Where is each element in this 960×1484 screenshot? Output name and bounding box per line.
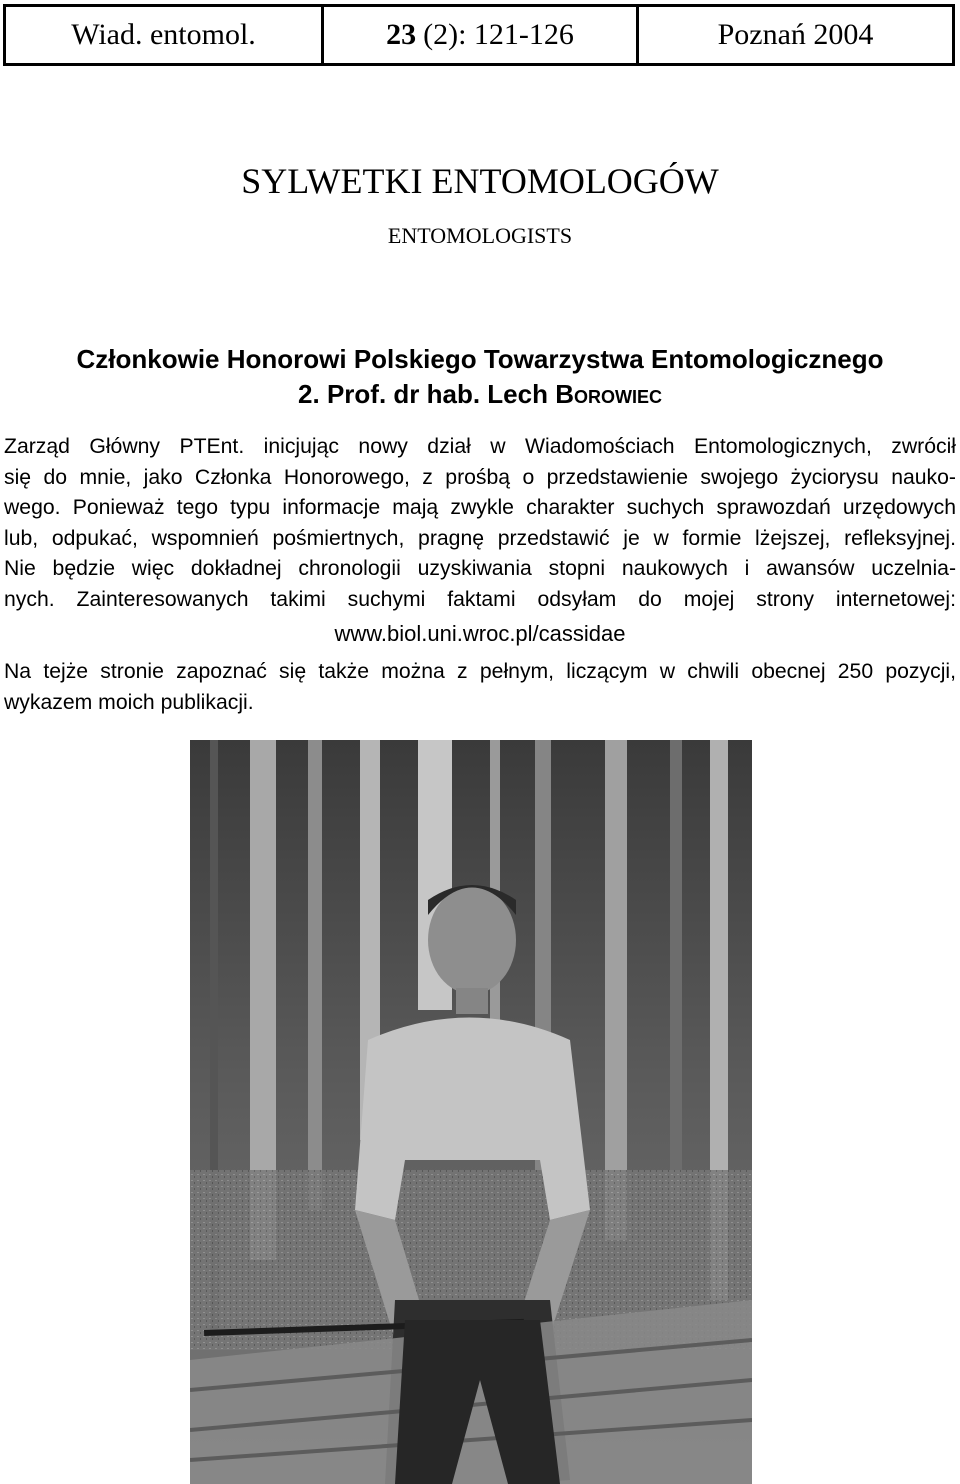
volume-number: 23 [386,18,417,51]
paragraph-line: Nie będzie więc dokładnej chronologii uzyskiwania stopni naukowych i awansów uczelnia- [4,557,956,580]
website-url[interactable]: www.biol.uni.wroc.pl/cassidae [334,621,626,646]
author-surname-caps: orowiec [573,379,662,409]
journal-name [6,7,324,63]
paragraph-line: lub, odpukać, wspomnień pośmiertnych, pragnę przedstawić je w formie lżejszej, refleksyjnej. [4,526,956,550]
section-subtitle: ENTOMOLOGISTS [387,223,573,248]
article-author-heading [0,377,960,411]
paragraph-line: nych. Zainteresowanych takimi suchymi faktami odsyłam do mojej strony internetowej: [4,587,956,611]
volume-issue [324,7,639,63]
paragraph-line: Zarząd Główny PTEnt. inicjując nowy dział w Wiadomościach Entomologicznych, zwrócił [4,435,956,458]
section-title: SYLWETKI ENTOMOLOGÓW [241,161,719,201]
place-year [639,7,952,63]
intro-paragraph [4,432,956,615]
journal-header [3,4,955,66]
paragraph-line: wego. Ponieważ tego typu informacje mają zwykle charakter suchych sprawozdań urzędowych [4,496,956,519]
journal-name-text: Wiad. entomol. [71,18,256,51]
issue-pages: (2): 121-126 [423,18,574,51]
paragraph-line: wykazem moich publikacji. [4,690,254,714]
publications-paragraph [4,657,956,718]
forest-portrait-image [190,740,752,1484]
article-heading: Członkowie Honorowi Polskiego Towarzystwa Entomologicznego [76,344,884,374]
paragraph-line: Na tejże stronie zapoznać się także można z pełnym, liczącym w chwili obecnej 250 pozycji, [4,660,956,683]
author-photograph [190,740,752,1484]
paragraph-line: się do mnie, jako Członka Honorowego, z prośbą o przedstawienie swojego życiorysu nauko- [4,465,956,489]
place-year-text: Poznań 2004 [717,18,874,51]
author-heading-prefix: 2. Prof. dr hab. Lech B [298,379,574,409]
